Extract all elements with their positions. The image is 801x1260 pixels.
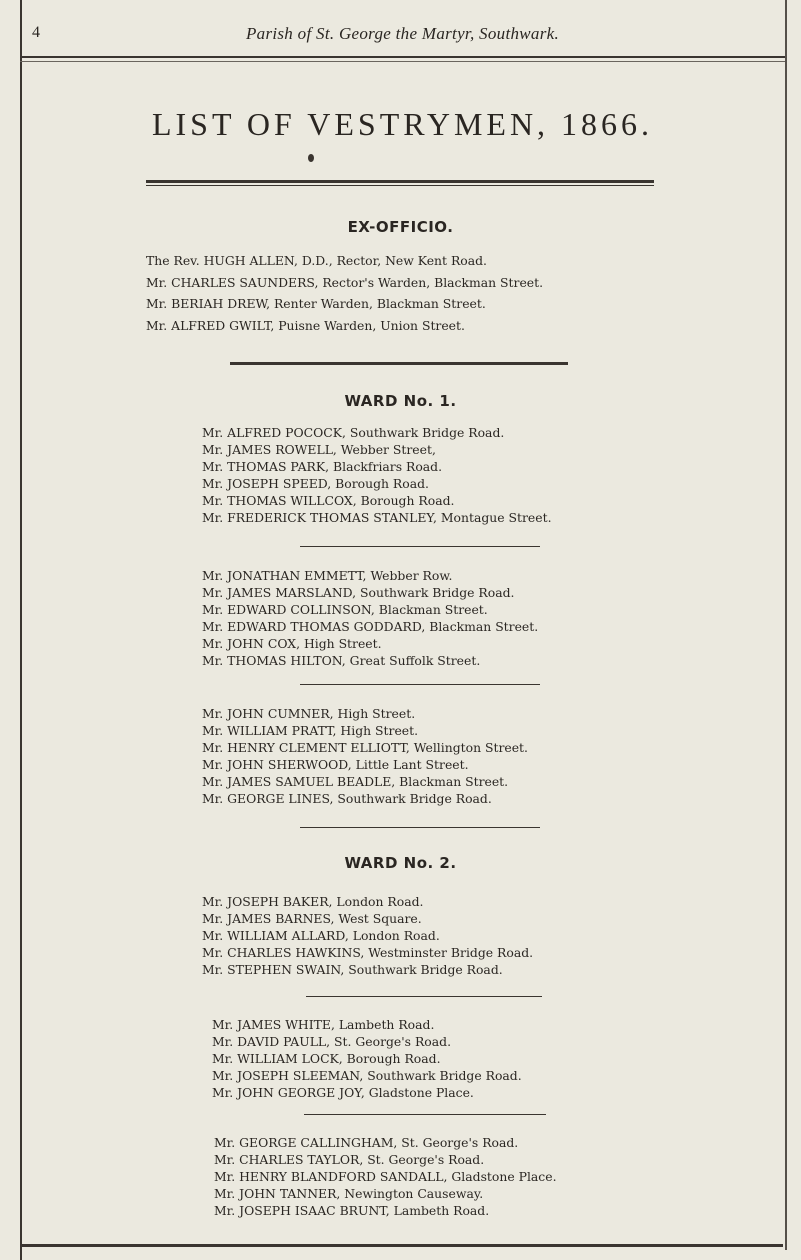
list-item: Mr. WILLIAM PRATT, High Street.	[202, 723, 419, 738]
ward-2-group-1	[202, 893, 533, 978]
list-item: Mr. HENRY BLANDFORD SANDALL, Gladstone Place.	[214, 1169, 557, 1184]
list-item: Mr. EDWARD THOMAS GODDARD, Blackman Street.	[202, 619, 539, 634]
list-item: Mr. JOHN CUMNER, High Street.	[202, 706, 416, 721]
group-divider	[306, 996, 542, 997]
list-item: Mr. JOSEPH BAKER, London Road.	[202, 894, 424, 909]
list-item: Mr. JOSEPH SPEED, Borough Road.	[202, 476, 429, 491]
section-heading-ex-officio: EX-OFFICIO.	[347, 218, 454, 236]
list-item: Mr. JAMES WHITE, Lambeth Road.	[212, 1017, 435, 1032]
list-item: Mr. JOHN COX, High Street.	[202, 636, 382, 651]
header-rule	[20, 56, 785, 58]
list-item: Mr. THOMAS PARK, Blackfriars Road.	[202, 459, 443, 474]
group-divider	[304, 1114, 546, 1115]
page-header	[20, 22, 785, 50]
page-title: LIST OF VESTRYMEN, 1866.	[151, 106, 654, 142]
section-heading-ward-2: WARD No. 2.	[344, 854, 457, 872]
list-item: Mr. EDWARD COLLINSON, Blackman Street.	[202, 602, 488, 617]
list-item: Mr. THOMAS WILLCOX, Borough Road.	[202, 493, 455, 508]
ward-1-group-1	[202, 424, 552, 526]
page-left-border	[20, 0, 22, 1260]
list-item: Mr. JOHN TANNER, Newington Causeway.	[214, 1186, 484, 1201]
list-item: Mr. WILLIAM ALLARD, London Road.	[202, 928, 440, 943]
list-item: Mr. CHARLES HAWKINS, Westminster Bridge Road.	[202, 945, 534, 960]
list-item: Mr. JOSEPH SLEEMAN, Southwark Bridge Road.	[212, 1068, 522, 1083]
list-item: Mr. HENRY CLEMENT ELLIOTT, Wellington Street.	[202, 740, 528, 755]
title-rule	[146, 180, 654, 183]
page-bottom-border	[20, 1244, 783, 1247]
running-head: Parish of St. George the Martyr, Southwark.	[245, 24, 560, 43]
list-item: Mr. ALFRED POCOCK, Southwark Bridge Road.	[202, 425, 505, 440]
list-item: Mr. BERIAH DREW, Renter Warden, Blackman Street.	[146, 296, 486, 311]
list-item: Mr. ALFRED GWILT, Puisne Warden, Union Street.	[146, 317, 465, 333]
page-number: 4	[32, 24, 40, 41]
ward-2-group-2	[212, 1016, 522, 1101]
group-divider	[300, 684, 540, 685]
section-rule	[230, 362, 568, 365]
list-item: Mr. WILLIAM LOCK, Borough Road.	[212, 1051, 441, 1066]
list-item: Mr. JONATHAN EMMETT, Webber Row.	[202, 568, 453, 583]
group-divider	[300, 827, 540, 828]
list-item: Mr. STEPHEN SWAIN, Southwark Bridge Road.	[202, 962, 503, 977]
page-right-border	[785, 0, 787, 1250]
list-item: Mr. JOSEPH ISAAC BRUNT, Lambeth Road.	[214, 1203, 490, 1218]
section-heading-ward-1: WARD No. 1.	[344, 392, 457, 410]
list-item: Mr. JAMES BARNES, West Square.	[202, 911, 422, 926]
list-item: Mr. GEORGE CALLINGHAM, St. George's Road.	[214, 1135, 519, 1150]
group-divider	[300, 546, 540, 547]
list-item: Mr. GEORGE LINES, Southwark Bridge Road.	[202, 791, 492, 806]
ward-1-group-2	[202, 567, 538, 669]
list-item: Mr. JAMES SAMUEL BEADLE, Blackman Street.	[202, 774, 509, 789]
list-item: Mr. JOHN SHERWOOD, Little Lant Street.	[202, 757, 469, 772]
ward-2-group-3	[214, 1134, 557, 1219]
list-item: Mr. JAMES ROWELL, Webber Street,	[202, 442, 436, 457]
list-item: The Rev. HUGH ALLEN, D.D., Rector, New Kent Road.	[146, 253, 487, 268]
title-rule-thin	[146, 185, 654, 186]
ex-officio-list	[146, 250, 543, 336]
list-item: Mr. CHARLES TAYLOR, St. George's Road.	[214, 1152, 485, 1167]
list-item: Mr. FREDERICK THOMAS STANLEY, Montague Street.	[202, 510, 552, 525]
list-item: Mr. THOMAS HILTON, Great Suffolk Street.	[202, 653, 481, 668]
list-item: Mr. CHARLES SAUNDERS, Rector's Warden, Blackman Street.	[146, 274, 544, 290]
ornament-dot	[308, 154, 314, 162]
ward-1-group-3	[202, 705, 528, 807]
list-item: Mr. DAVID PAULL, St. George's Road.	[212, 1034, 452, 1049]
list-item: Mr. JOHN GEORGE JOY, Gladstone Place.	[212, 1085, 474, 1100]
list-item: Mr. JAMES MARSLAND, Southwark Bridge Road.	[202, 585, 515, 600]
header-rule-thin	[20, 61, 785, 62]
